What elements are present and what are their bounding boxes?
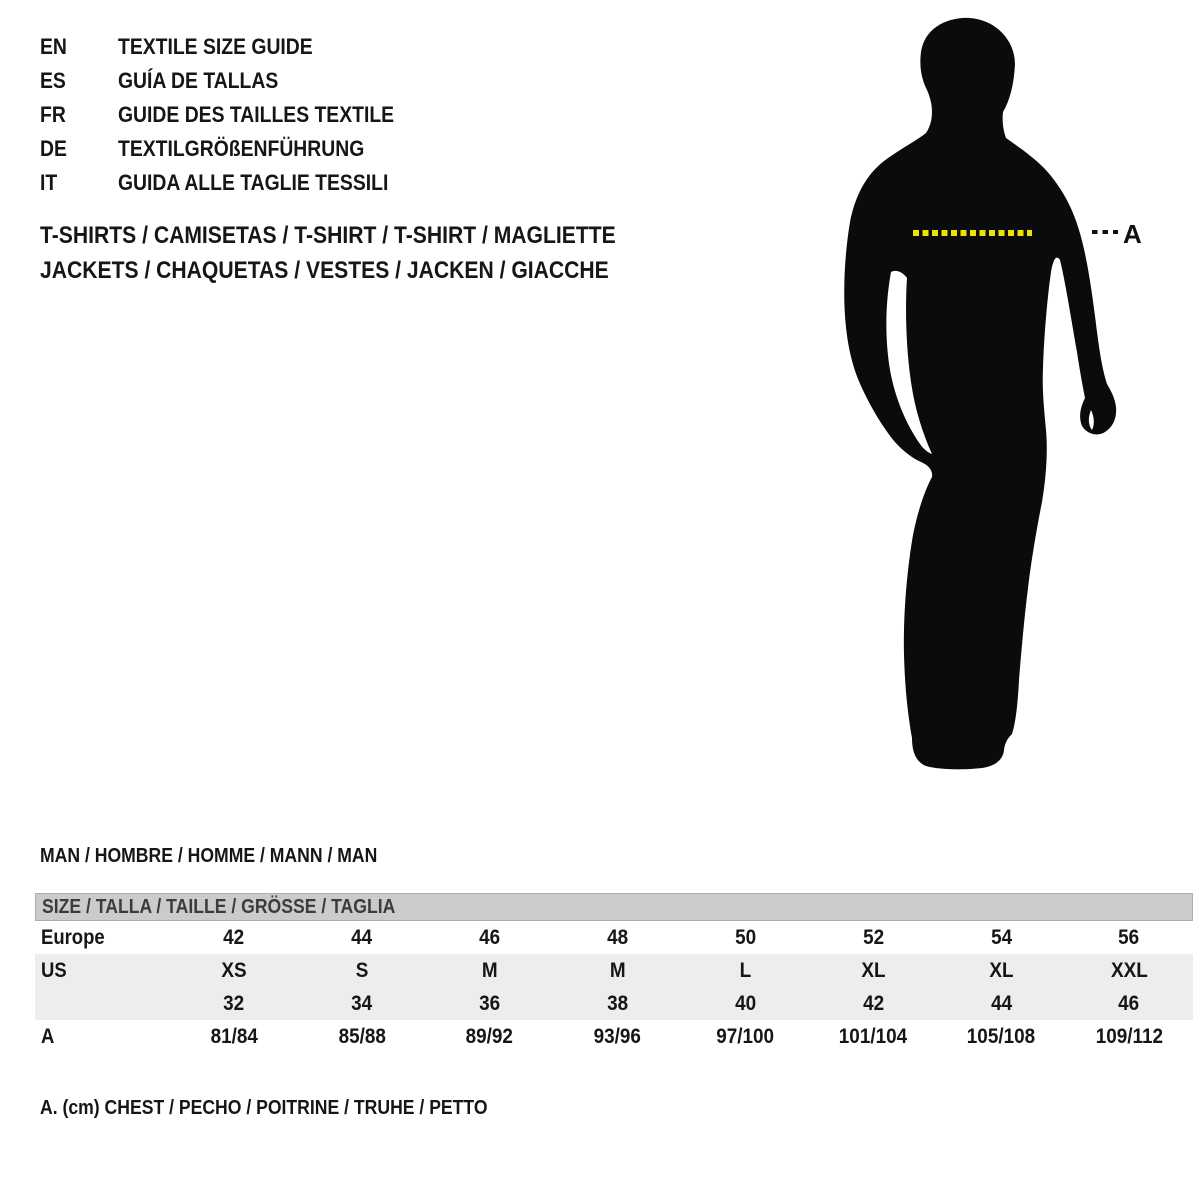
size-cell: 32 [223,991,245,1015]
table-row [35,1020,1193,1053]
language-label: GUÍA DE TALLAS [118,68,279,93]
size-cell: 109/112 [1095,1024,1163,1048]
language-row [40,64,432,98]
language-row [40,166,432,200]
size-cell: 85/88 [338,1024,386,1048]
section-title [40,844,423,868]
size-cell: 52 [862,925,884,949]
size-cell: 46 [479,925,501,949]
size-cell: L [739,958,752,982]
size-cell: 48 [607,925,629,949]
language-code: FR [40,102,66,127]
size-table-body [35,921,1193,1053]
marker-a-label: A [1123,219,1142,249]
language-label: GUIDE DES TAILLES TEXTILE [118,102,395,127]
language-row [40,132,432,166]
language-label: TEXTILGRÖßENFÜHRUNG [118,136,365,161]
row-label: A [41,1024,55,1048]
row-label [35,992,170,1016]
size-guide-figure [820,0,1200,800]
table-row [35,954,1193,987]
size-cell: 42 [223,925,245,949]
row-label: Europe [41,925,105,949]
row-label: US [41,958,67,982]
size-cell: 38 [607,991,629,1015]
language-label: TEXTILE SIZE GUIDE [118,34,313,59]
size-cell: 34 [351,991,373,1015]
table-row [35,987,1193,1020]
man-silhouette [820,0,1200,800]
size-cell: 40 [734,991,756,1015]
size-cell: 81/84 [210,1024,258,1048]
size-cell: XXL [1110,958,1148,982]
language-code: ES [40,68,66,93]
size-cell: XS [221,958,247,982]
size-cell: 50 [734,925,756,949]
size-cell: 89/92 [466,1024,514,1048]
size-cell: S [355,958,369,982]
size-table-header [35,893,1193,921]
language-label: GUIDA ALLE TAGLIE TESSILI [118,170,389,195]
category-line: T-SHIRTS / CAMISETAS / T-SHIRT / T-SHIRT / MAGLIETTE [40,222,616,249]
size-cell: 44 [990,991,1012,1015]
size-table [35,893,1193,1053]
size-cell: M [481,958,498,982]
section-title-text: MAN / HOMBRE / HOMME / MANN / MAN [40,845,378,867]
size-cell: 97/100 [716,1024,775,1048]
size-cell: 105/108 [967,1024,1036,1048]
size-cell: 101/104 [839,1024,908,1048]
size-cell: 54 [990,925,1012,949]
size-cell: 46 [1118,991,1140,1015]
language-code: EN [40,34,67,59]
measurement-footnote-text: A. (cm) CHEST / PECHO / POITRINE / TRUHE / PETTO [40,1097,488,1119]
table-row [35,921,1193,954]
size-cell: 56 [1118,925,1140,949]
category-list [40,218,694,288]
measurement-footnote [40,1096,549,1120]
language-row [40,98,432,132]
size-cell: XL [861,958,886,982]
size-table-header-text: SIZE / TALLA / TAILLE / GRÖSSE / TAGLIA [42,896,396,918]
language-row [40,30,432,64]
size-cell: 36 [479,991,501,1015]
size-cell: 93/96 [593,1024,642,1048]
language-list [40,30,432,200]
man-silhouette-path [844,18,1116,769]
language-code: DE [40,136,67,161]
size-cell: XL [989,958,1014,982]
size-cell: M [609,958,626,982]
size-cell: 42 [862,991,884,1015]
size-cell: 44 [351,925,373,949]
language-code: IT [40,170,58,195]
category-line: JACKETS / CHAQUETAS / VESTES / JACKEN / GIACCHE [40,257,609,284]
